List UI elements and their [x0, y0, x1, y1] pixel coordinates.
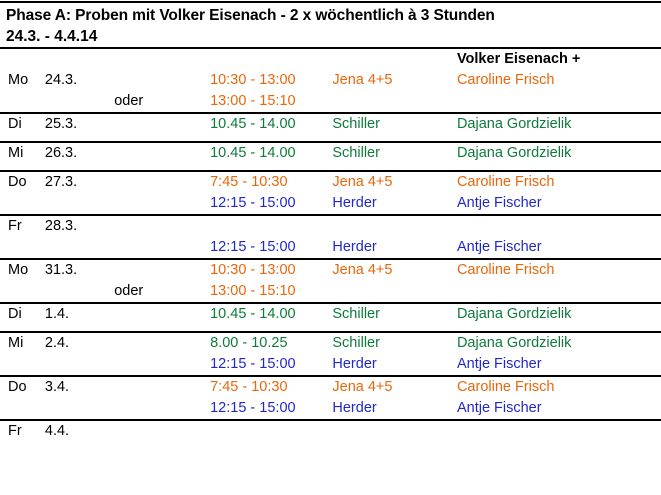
row-day: Mi	[0, 332, 45, 354]
row-day-empty	[0, 91, 45, 113]
spacer-cell	[326, 135, 457, 142]
row-day: Do	[0, 171, 45, 193]
spacer-cell	[114, 164, 210, 171]
row-room: Schiller	[326, 142, 457, 164]
row-name	[457, 91, 661, 113]
spacer-cell	[45, 135, 114, 142]
table-row	[0, 70, 661, 91]
row-day: Di	[0, 113, 45, 135]
row-room: Herder	[332, 239, 377, 255]
table-row-alt	[0, 237, 661, 259]
row-spacer	[0, 325, 661, 332]
table-row	[0, 171, 661, 193]
row-time: 10:30 - 13:00	[210, 72, 296, 88]
row-day-empty	[0, 281, 45, 303]
row-name: Antje Fischer	[456, 195, 542, 211]
row-day-empty	[0, 398, 45, 420]
row-oder: oder	[114, 93, 144, 109]
row-room: Herder	[332, 356, 377, 372]
row-day: Di	[0, 303, 45, 325]
row-name	[457, 215, 661, 237]
row-name: Dajana Gordzielik	[457, 113, 661, 135]
row-time: 10.45 - 14.00	[210, 303, 326, 325]
row-name: Dajana Gordzielik	[457, 142, 661, 164]
row-name: Dajana Gordzielik	[457, 303, 661, 325]
row-date: 25.3.	[45, 113, 114, 135]
row-name: Dajana Gordzielik	[457, 332, 661, 354]
row-oder	[114, 215, 210, 237]
row-date: 2.4.	[45, 332, 114, 354]
table-row	[0, 420, 661, 442]
row-room: Jena 4+5	[326, 259, 457, 281]
row-room: Schiller	[326, 332, 457, 354]
row-oder	[114, 332, 210, 354]
row-date: 27.3.	[45, 171, 114, 193]
table-row	[0, 259, 661, 281]
table-row	[0, 376, 661, 398]
row-oder	[114, 376, 210, 398]
table-row	[0, 142, 661, 164]
row-name: Antje Fischer	[456, 239, 542, 255]
spacer-cell	[326, 164, 457, 171]
row-name: Caroline Frisch	[457, 171, 661, 193]
schedule-body	[0, 49, 661, 442]
table-header-row	[0, 49, 661, 70]
row-room	[326, 281, 457, 303]
row-room: Herder	[332, 195, 377, 211]
row-name: Antje Fischer	[456, 356, 542, 372]
row-time	[210, 420, 326, 442]
row-time: 12:15 - 15:00	[210, 239, 296, 255]
row-day-empty	[0, 354, 45, 376]
row-day: Mo	[0, 259, 45, 281]
table-row	[0, 303, 661, 325]
row-day: Do	[0, 376, 45, 398]
spacer-cell	[457, 164, 661, 171]
spacer-cell	[114, 135, 210, 142]
row-room: Jena 4+5	[332, 72, 393, 88]
row-oder	[114, 142, 210, 164]
row-name: Caroline Frisch	[457, 376, 661, 398]
table-row-alt	[0, 354, 661, 376]
row-room: Jena 4+5	[326, 376, 457, 398]
row-room	[326, 215, 457, 237]
row-oder	[114, 420, 210, 442]
row-day: Fr	[0, 420, 45, 442]
header-day-cell	[0, 49, 45, 70]
row-date: 28.3.	[45, 215, 114, 237]
table-row	[0, 332, 661, 354]
row-oder	[114, 354, 210, 376]
table-row-alt	[0, 398, 661, 420]
table-row	[0, 215, 661, 237]
row-time: 13:00 - 15:10	[210, 93, 296, 109]
row-name: Caroline Frisch	[456, 72, 555, 88]
row-room	[326, 91, 457, 113]
header-room-cell	[326, 49, 457, 70]
spacer-cell	[114, 325, 210, 332]
spacer-cell	[45, 164, 114, 171]
schedule-page	[0, 1, 661, 495]
row-day: Mo	[8, 72, 29, 88]
spacer-cell	[457, 325, 661, 332]
row-day-empty	[0, 237, 45, 259]
spacer-cell	[326, 325, 457, 332]
row-date-empty	[45, 91, 114, 113]
row-time: 10.45 - 14.00	[210, 142, 326, 164]
row-room: Schiller	[326, 113, 457, 135]
row-room: Jena 4+5	[326, 171, 457, 193]
row-oder	[114, 113, 210, 135]
row-date: 3.4.	[45, 376, 114, 398]
row-oder	[114, 303, 210, 325]
row-room: Herder	[332, 400, 377, 416]
row-date: 1.4.	[45, 303, 114, 325]
header-oder-cell	[114, 49, 210, 70]
spacer-cell	[210, 135, 326, 142]
row-date-empty	[45, 193, 114, 215]
row-name: Antje Fischer	[456, 400, 542, 416]
row-oder	[114, 70, 210, 91]
row-oder: oder	[114, 283, 144, 299]
row-oder	[114, 237, 210, 259]
title-block	[0, 3, 661, 47]
row-oder	[114, 193, 210, 215]
row-day: Fr	[0, 215, 45, 237]
row-date-empty	[45, 281, 114, 303]
table-row-alt	[0, 281, 661, 303]
row-oder	[114, 171, 210, 193]
row-oder	[114, 398, 210, 420]
row-time: 8.00 - 10.25	[210, 332, 326, 354]
header-time-cell	[210, 49, 326, 70]
table-row	[0, 113, 661, 135]
spacer-cell	[0, 135, 45, 142]
header-coach-label: Volker Eisenach +	[456, 51, 581, 67]
row-name	[457, 420, 661, 442]
row-date-empty	[45, 237, 114, 259]
row-day-empty	[0, 193, 45, 215]
row-time: 12:15 - 15:00	[210, 400, 296, 416]
row-name	[457, 281, 661, 303]
row-date: 24.3.	[44, 72, 78, 88]
row-spacer	[0, 135, 661, 142]
row-time: 7:45 - 10:30	[210, 171, 326, 193]
spacer-cell	[210, 164, 326, 171]
row-spacer	[0, 164, 661, 171]
row-time	[210, 215, 326, 237]
row-date: 26.3.	[45, 142, 114, 164]
row-oder	[114, 259, 210, 281]
row-date: 31.3.	[45, 259, 114, 281]
row-date-empty	[45, 398, 114, 420]
row-date-empty	[45, 354, 114, 376]
row-time: 7:45 - 10:30	[210, 376, 326, 398]
table-row-alt	[0, 91, 661, 113]
row-day: Mi	[0, 142, 45, 164]
row-time: 10.45 - 14.00	[210, 113, 326, 135]
spacer-cell	[45, 325, 114, 332]
row-time: 12:15 - 15:00	[210, 356, 296, 372]
table-row-alt	[0, 193, 661, 215]
page-subtitle: 24.3. - 4.4.14	[6, 28, 98, 45]
row-name: Caroline Frisch	[457, 259, 661, 281]
row-room: Schiller	[326, 303, 457, 325]
row-time: 12:15 - 15:00	[210, 195, 296, 211]
spacer-cell	[0, 164, 45, 171]
spacer-cell	[0, 325, 45, 332]
spacer-cell	[457, 135, 661, 142]
spacer-cell	[210, 325, 326, 332]
page-title: Phase A: Proben mit Volker Eisenach - 2 x wöchentlich à 3 Stunden	[6, 7, 495, 24]
row-room	[326, 420, 457, 442]
header-date-cell	[45, 49, 114, 70]
row-time: 10:30 - 13:00	[210, 259, 326, 281]
row-date: 4.4.	[45, 420, 114, 442]
row-time: 13:00 - 15:10	[210, 283, 296, 299]
schedule-table	[0, 49, 661, 442]
